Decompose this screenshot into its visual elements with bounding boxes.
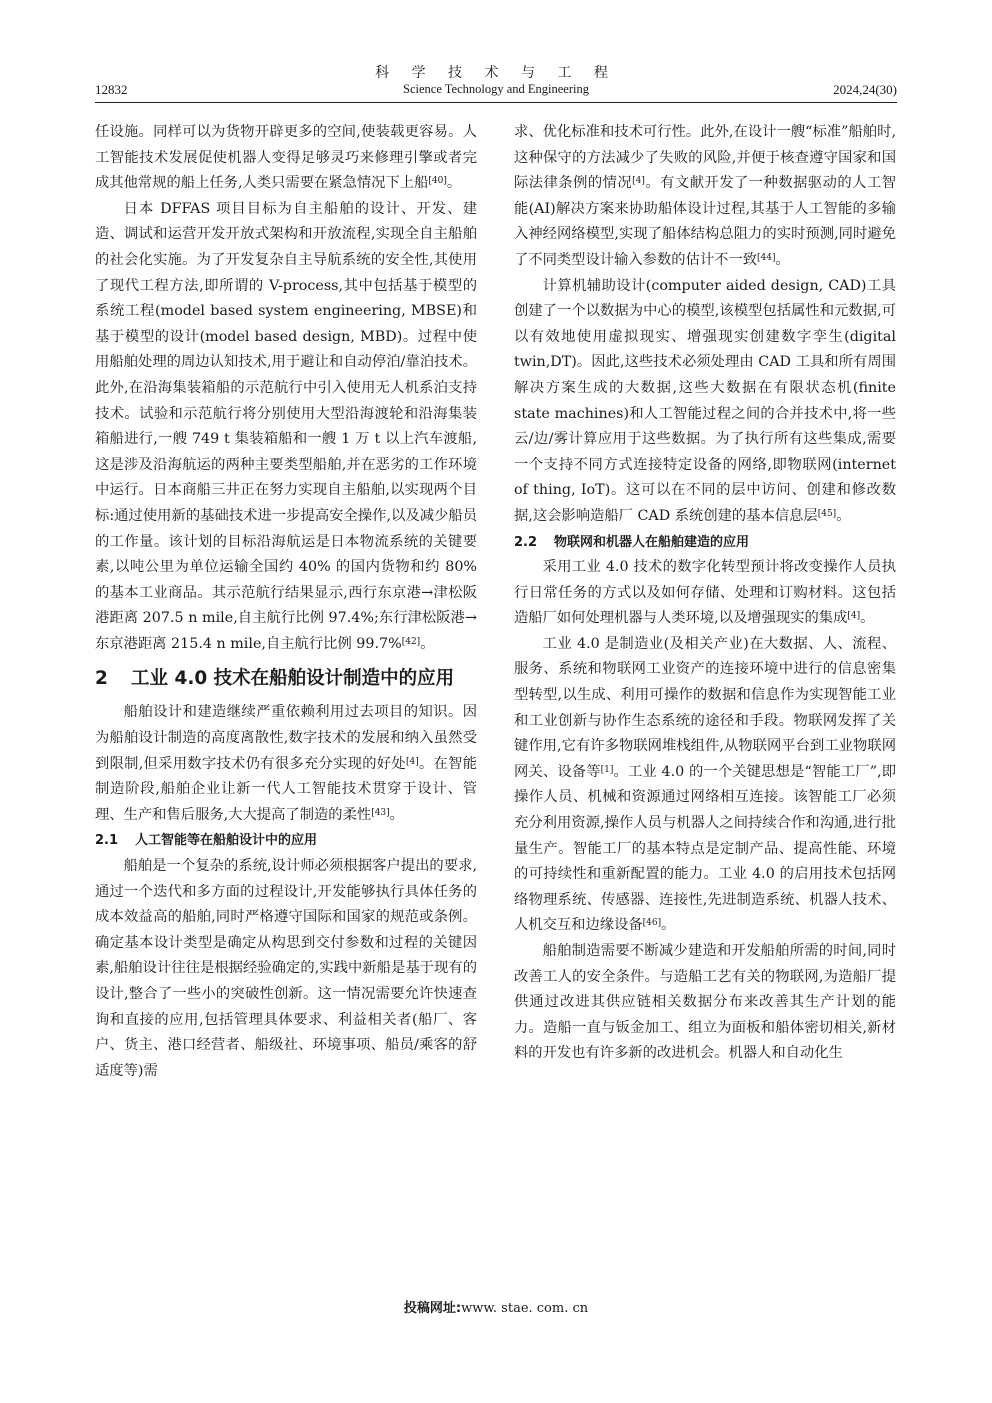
paragraph-tail: 。 <box>661 917 676 934</box>
footer-url[interactable]: www. stae. com. cn <box>461 1301 589 1316</box>
paragraph-tail: 。 <box>775 251 790 268</box>
page-header <box>95 62 897 106</box>
paragraph <box>95 120 477 197</box>
paragraph <box>514 632 896 939</box>
citation: [42] <box>401 636 421 647</box>
citation: [4] <box>405 756 419 767</box>
paragraph <box>514 555 896 632</box>
issue-info: 2024,24(30) <box>833 82 897 97</box>
journal-title-en: Science Technology and Engineering <box>403 82 589 96</box>
paragraph-text: 船舶设计和建造继续严重依赖利用过去项目的知识。因为船舶设计制造的高度离散性,数字技术的发展和纳入虽然受到限制,但采用数字技术仍有很多充分实现的好处 <box>95 704 477 772</box>
paragraph-text: 工业 4.0 是制造业(及相关产业)在大数据、人、流程、服务、系统和物联网工业资产的连接环境中进行的信息密集型转型,以生成、利用可操作的数据和信息作为实现智能工业和工业创新与协作生态系统的途径和手段。物联网发挥了关键作用,它有许多物联网堆栈组件,从物联网平台到工业物联网网关、设备等 <box>514 635 896 780</box>
subsection-number: 2.2 <box>514 534 538 550</box>
subsection-heading <box>514 530 896 556</box>
footer-label: 投稿网址: <box>403 1301 462 1316</box>
paragraph-tail: 。 <box>836 507 851 524</box>
header-rule <box>95 102 897 103</box>
subsection-title: 人工智能等在船舶设计中的应用 <box>135 833 318 849</box>
paragraph-tail: 。 <box>446 175 462 192</box>
citation: [4] <box>847 611 861 622</box>
paragraph <box>95 854 477 1084</box>
paragraph <box>514 939 896 1067</box>
paragraph <box>95 197 477 658</box>
paragraph-text: 。有文献开发了一种数据驱动的人工智能(AI)解决方案来协助船体设计过程,其基于人工智能的多输入神经网络模型,实现了船体结构总阻力的实时预测,同时避免了不同类型设计输入参数的估计不一致 <box>514 175 897 268</box>
paragraph-text: 。在智能制造阶段,船舶企业让新一代人工智能技术贯穿于设计、管理、生产和售后服务,大大提高了制造的柔性 <box>95 755 478 823</box>
paragraph-tail: 。 <box>389 806 404 823</box>
section-number: 2 <box>95 668 108 690</box>
paragraph <box>514 120 896 274</box>
paragraph-text: 船舶是一个复杂的系统,设计师必须根据客户提出的要求,通过一个迭代和多方面的过程设计,开发能够执行具体任务的成本效益高的船舶,同时严格遵守国际和国家的规范或条例。确定基本设计类型是确定从构思到交付参数和过程的关键因素,船舶设计往往是根据经验确定的,实践中新船是基于现有的设计,整合了一些小的突破性创新。这一情况需要允许快速查询和直接的应用,包括管理具体要求、利益相关者(船厂、客户、货主、港口经营者、船级社、环境事项、船员/乘客的舒适度等)需 <box>95 858 477 1079</box>
paragraph-tail: 。 <box>420 635 435 652</box>
subsection-heading <box>95 828 477 854</box>
paragraph-text: 计算机辅助设计(computer aided design, CAD)工具创建了一个以数据为中心的模型,该模型包括属性和元数据,可以有效地使用虚拟现实、增强现实创建数字孪生(digital twin,DT)。因此,这些技术必须处理由 CAD 工具和所有周围解决方案生成的大数据,这些大数据在有限状态机(finite state machines)和人工智能过程之间的合并技术中,将一些云/边/雾计算应用于这些数据。为了执行所有这些集成,需要一个支持不同方式连接特定设备的网络,即物联网(internet of thing, IoT)。这可以在不同的层中访问、创建和修改数据,这会影响造船厂 CAD 系统创建的基本信息层 <box>514 277 896 524</box>
citation: [45] <box>817 508 837 519</box>
left-column <box>95 120 477 1084</box>
paragraph-text: 采用工业 4.0 技术的数字化转型预计将改变操作人员执行日常任务的方式以及如何存储、处理和订购材料。这包括造船厂如何处理机器与人类环境,以及增强现实的集成 <box>514 559 896 627</box>
citation: [1] <box>600 764 614 775</box>
citation: [46] <box>642 918 662 929</box>
section-title: 工业 4.0 技术在船舶设计制造中的应用 <box>131 668 455 690</box>
citation: [44] <box>757 252 776 263</box>
citation: [4] <box>632 176 645 187</box>
citation: [40] <box>428 176 447 187</box>
paragraph <box>95 700 477 828</box>
citation: [43] <box>371 807 390 818</box>
page-footer <box>0 1297 992 1316</box>
paragraph-text: 。工业 4.0 的一个关键思想是“智能工厂”,即操作人员、机械和资源通过网络相互连接。该智能工厂必须充分利用资源,操作人员与机器人之间持续合作和沟通,进行批量生产。智能工厂的基本特点是定制产品、提高性能、环境的可持续性和重新配置的能力。工业 4.0 的启用技术包括网络物理系统、传感器、连接性,先进制造系统、机器人技术、人机交互和边缘设备 <box>514 763 896 934</box>
subsection-title: 物联网和机器人在船舶建造的应用 <box>554 534 750 550</box>
journal-title-cn: 科 学 技 术 与 工 程 <box>375 65 617 81</box>
section-heading <box>95 664 477 694</box>
right-column <box>514 120 896 1067</box>
paragraph <box>514 274 896 530</box>
paragraph-text: 船舶制造需要不断减少建造和开发船舶所需的时间,同时改善工人的安全条件。与造船工艺有关的物联网,为造船厂提供通过改进其供应链相关数据分布来改善其生产计划的能力。造船一直与钣金加工、组立为面板和船体密切相关,新材料的开发也有许多新的改进机会。机器人和自动化生 <box>514 943 896 1062</box>
subsection-number: 2.1 <box>95 833 119 849</box>
paragraph-text: 求、优化标准和技术可行性。此外,在设计一艘“标准”船舶时,这种保守的方法减少了失败的风险,并便于核查遵守国家和国际法律条例的情况 <box>514 124 896 192</box>
paragraph-text: 任设施。同样可以为货物开辟更多的空间,使装载更容易。人工智能技术发展促使机器人变得足够灵巧来修理引擎或者完成其他常规的船上任务,人类只需要在紧急情况下上船 <box>95 124 477 192</box>
page-number: 12832 <box>95 82 128 97</box>
paragraph-tail: 。 <box>860 610 875 627</box>
paragraph-text: 日本 DFFAS 项目目标为自主船舶的设计、开发、建造、调试和运营开发开放式架构和开放流程,实现全自主船舶的社会化实施。为了开发复杂自主导航系统的安全性,其使用了现代工程方法,即所谓的 V-process,其中包括基于模型的系统工程(model based system engineering, MBSE)和基于模型的设计(model based design, MBD)。过程中使用船舶处理的周边认知技术,用于避让和自动停泊/靠泊技术。此外,在沿海集装箱船的示范航行中引入使用无人机系泊支持技术。试验和示范航行将分别使用大型沿海渡轮和沿海集装箱船进行,一艘 749 t 集装箱船和一艘 1 万 t 以上汽车渡船,这是涉及沿海航运的两种主要类型船舶,并在恶劣的工作环境中运行。日本商船三井正在努力实现自主船舶,以实现两个目标:通过使用新的基础技术进一步提高安全操作,以及减少船员的工作量。该计划的目标沿海航运是日本物流系统的关键要素,以吨公里为单位运输全国约 40% 的国内货物和约 80% 的基本工业商品。其示范航行结果显示,西行东京港→津松阪港距离 207.5 n mile,自主航行比例 97.4%;东行津松阪港→东京港距离 215.4 n mile,自主航行比例 99.7% <box>95 200 477 652</box>
